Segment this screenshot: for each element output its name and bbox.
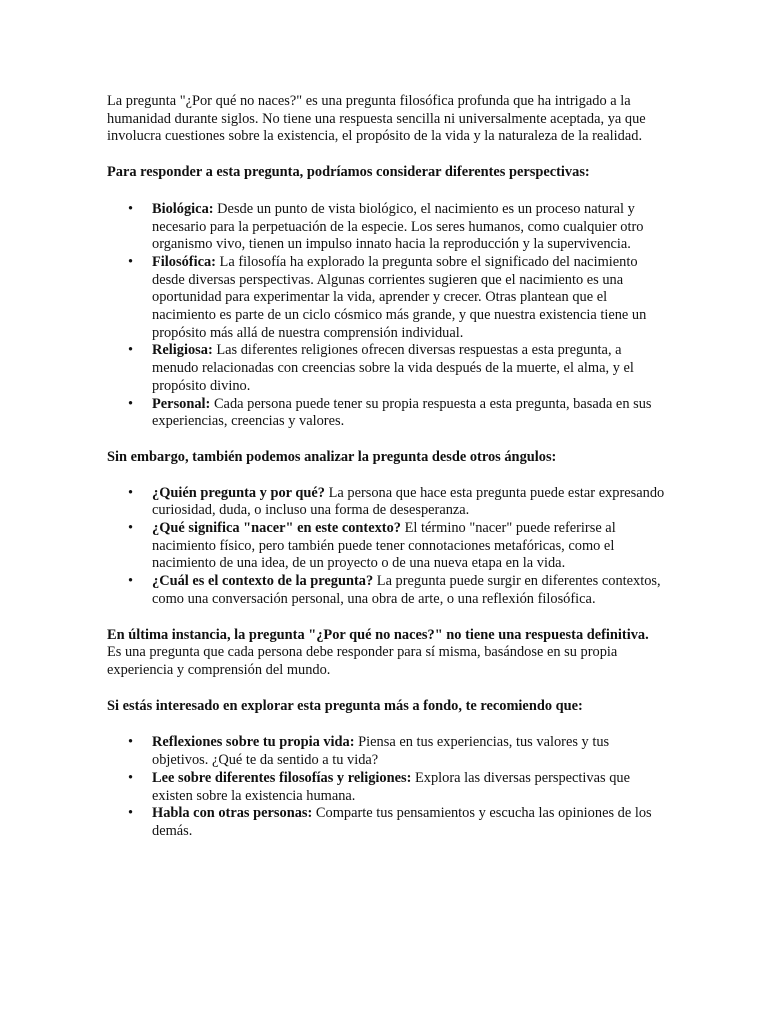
bullet-icon: • [128,395,134,412]
item-term: Reflexiones sobre tu propia vida: [152,734,355,751]
item-text: Comparte tus pensamientos y escucha las opiniones de los demás. [152,805,652,839]
recommendations-list [107,734,665,840]
list-item [107,485,665,520]
conclusion-text: Es una pregunta que cada persona debe responder para sí misma, basándose en su propia experiencia y comprensión del mundo. [107,644,618,678]
item-term: Biológica: [152,200,214,217]
list-item [107,734,665,769]
bullet-icon: • [128,253,134,270]
recommendations-heading: Si estás interesado en explorar esta pregunta más a fondo, te recomiendo que: [107,697,583,714]
item-text: Piensa en tus experiencias, tus valores y tus objetivos. ¿Qué te da sentido a tu vida? [152,734,610,769]
bullet-icon: • [128,769,134,786]
list-item [107,342,665,395]
list-item [107,805,665,840]
bullet-icon: • [128,484,134,501]
conclusion-paragraph [107,627,665,680]
item-term: Habla con otras personas: [152,805,313,822]
conclusion-bold: En última instancia, la pregunta "¿Por qué no naces?" no tiene una respuesta definitiva. [107,626,649,643]
list-item [107,770,665,805]
item-text: La persona que hace esta pregunta puede estar expresando curiosidad, duda, o incluso una forma de desesperanza. [152,484,665,519]
bullet-icon: • [128,805,134,822]
item-term: Filosófica: [152,253,216,270]
item-term: ¿Qué significa "nacer" en este contexto? [152,520,401,537]
bullet-icon: • [128,342,134,359]
intro-paragraph: La pregunta "¿Por qué no naces?" es una pregunta filosófica profunda que ha intrigado a la humanidad durante siglos. No tiene una respuesta sencilla ni universalmente aceptada, ya que involucra cuestiones sobre la existencia, el propósito de la vida y la naturaleza de la realidad. [107,93,646,145]
bullet-icon: • [128,573,134,590]
bullet-icon: • [128,734,134,751]
list-item [107,254,665,343]
item-text: Desde un punto de vista biológico, el nacimiento es un proceso natural y necesario para la perpetuación de la especie. Los seres humanos, como cualquier otro organismo vivo, tienen un impulso innato hacia la reproducción y la supervivencia. [152,200,644,253]
item-term: ¿Quién pregunta y por qué? [152,484,325,501]
item-term: Lee sobre diferentes filosofías y religiones: [152,769,412,786]
perspectives-heading: Para responder a esta pregunta, podríamos considerar diferentes perspectivas: [107,164,590,181]
list-item [107,573,665,608]
angles-list [107,485,665,609]
item-text: La pregunta puede surgir en diferentes contextos, como una conversación personal, una obra de arte, o una reflexión filosófica. [152,573,661,607]
perspectives-list [107,201,665,431]
list-item [107,201,665,254]
item-text: Explora las diversas perspectivas que existen sobre la existencia humana. [152,769,630,804]
document-body [107,93,665,841]
item-term: ¿Cuál es el contexto de la pregunta? [152,573,374,590]
item-text: El término "nacer" puede referirse al nacimiento físico, pero también puede tener connotaciones metafóricas, como el nacimiento de una idea, de un proyecto o de una nueva etapa en la vida. [152,520,616,572]
item-text: La filosofía ha explorado la pregunta sobre el significado del nacimiento desde diversas perspectivas. Algunas corrientes sugieren que el nacimiento es una oportunidad para experimentar la vida, aprender y crecer. Otras plantean que el nacimiento es parte de un ciclo cósmico más grande, y que nuestra existencia tiene un propósito más allá de nuestra comprensión individual. [152,253,647,341]
item-text: Las diferentes religiones ofrecen diversas respuestas a esta pregunta, a menudo relacionadas con creencias sobre la vida después de la muerte, el alma, y el propósito divino. [152,342,634,394]
list-item [107,396,665,431]
angles-heading: Sin embargo, también podemos analizar la pregunta desde otros ángulos: [107,448,557,465]
item-text: Cada persona puede tener su propia respuesta a esta pregunta, basada en sus experiencias, creencias y valores. [152,395,652,430]
item-term: Personal: [152,395,211,412]
bullet-icon: • [128,200,134,217]
list-item [107,520,665,573]
item-term: Religiosa: [152,342,213,359]
bullet-icon: • [128,520,134,537]
